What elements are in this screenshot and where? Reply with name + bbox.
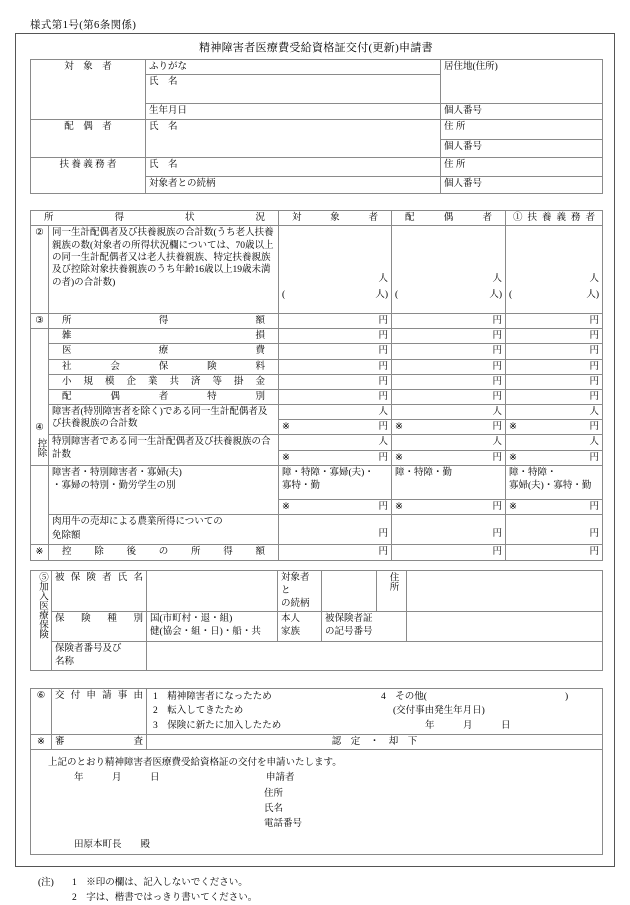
application-table [30, 688, 603, 855]
review-label: 審 査 [52, 734, 147, 749]
subject-name-field[interactable]: 氏 名 [146, 75, 441, 104]
table-row [31, 359, 603, 374]
deduction-label-small-business: 小 規 模 企 業 共 済 等 掛 金 [49, 374, 279, 389]
table-row [31, 465, 603, 499]
relation-label: 対象者と の続柄 [278, 571, 322, 612]
table-row [31, 344, 603, 359]
table-row [31, 612, 603, 642]
member-type-options[interactable]: 本人 家族 [278, 612, 322, 642]
spousespecial-supporter-field[interactable]: 円 [506, 389, 603, 404]
deduction-label-social-insurance: 社 会 保 険 料 [49, 359, 279, 374]
table-row [31, 211, 603, 226]
supporter-address-field[interactable]: 住 所 [441, 158, 603, 177]
cattle-subject-field[interactable]: 円 [279, 514, 392, 545]
category-supporter-amount[interactable]: ※ 円 [506, 499, 603, 514]
review-result[interactable]: 認 定 ・ 却 下 [147, 734, 603, 749]
signature-block [31, 749, 603, 854]
social-supporter-field[interactable]: 円 [506, 359, 603, 374]
reason-options[interactable] [147, 689, 603, 735]
supporter-relation-field[interactable]: 対象者との続柄 [146, 177, 441, 194]
category-subject-options[interactable]: 障・特障・寡婦(夫)・ 寡特・勤 [279, 465, 392, 499]
misc-subject-field[interactable]: 円 [279, 329, 392, 344]
income-row3-number: ③ [31, 314, 49, 329]
deduction-number-cell-lower [31, 465, 49, 545]
misc-spouse-field[interactable]: 円 [392, 329, 506, 344]
supporter-name-field[interactable]: 氏 名 [146, 158, 441, 177]
table-row [31, 405, 603, 420]
specialdisabled-subject-amount[interactable]: ※ 円 [279, 450, 392, 465]
category-spouse-options[interactable]: 障・特障・勤 [392, 465, 506, 499]
supporter-mynumber-field[interactable]: 個人番号 [441, 177, 603, 194]
disabled-supporter-count[interactable]: 人 [506, 405, 603, 420]
table-row [31, 120, 603, 140]
row2-subject-field[interactable]: 人 ( 人) [279, 226, 392, 314]
spouse-mynumber-field[interactable]: 個人番号 [441, 140, 603, 158]
card-number-label: 被保険者証 の記号番号 [322, 612, 407, 642]
income-section [30, 210, 602, 561]
deduction-label-misc: 雑 損 [49, 329, 279, 344]
specialdisabled-spouse-amount[interactable]: ※ 円 [392, 450, 506, 465]
subject-label: 対 象 者 [31, 60, 146, 120]
reason-item-3[interactable]: 3 保険に新たに加入したため [153, 720, 282, 731]
reason-item-1[interactable]: 1 精神障害者になったため [153, 692, 272, 702]
after-deduction-subject-field[interactable]: 円 [279, 545, 392, 560]
reason-number: ⑥ [31, 689, 52, 735]
specialdisabled-supporter-count[interactable]: 人 [506, 435, 603, 450]
table-row [31, 60, 603, 75]
applicant-address-label[interactable]: 住所 [264, 788, 284, 799]
social-spouse-field[interactable]: 円 [392, 359, 506, 374]
insurance-type-label: 保 険 種 別 [52, 612, 147, 642]
social-subject-field[interactable]: 円 [279, 359, 392, 374]
row3-subject-field[interactable]: 円 [279, 314, 392, 329]
insured-name-field[interactable] [147, 571, 278, 612]
income-header-subject: 対 象 者 [279, 211, 392, 226]
medical-supporter-field[interactable]: 円 [506, 344, 603, 359]
disabled-subject-amount[interactable]: ※ 円 [279, 420, 392, 435]
category-spouse-amount[interactable]: ※ 円 [392, 499, 506, 514]
applicant-name-label[interactable]: 氏名 [264, 804, 284, 815]
reason-item-4-close: ) [565, 692, 569, 702]
misc-supporter-field[interactable]: 円 [506, 329, 603, 344]
disabled-subject-count[interactable]: 人 [279, 405, 392, 420]
notes-block [38, 876, 257, 905]
spouse-label: 配 偶 者 [31, 120, 146, 158]
note-item-2: 2 字は、楷書ではっきり書いてください。 [72, 892, 258, 903]
income-table [30, 210, 603, 561]
table-row [31, 689, 603, 735]
insurance-table [30, 570, 603, 671]
income-header-supporter: ① 扶 養 義 務 者 [506, 211, 603, 226]
declaration-text: 上記のとおり精神障害者医療費受給資格証の交付を申請いたします。 [48, 757, 342, 768]
table-row [31, 226, 603, 314]
after-deduction-spouse-field[interactable]: 円 [392, 545, 506, 560]
reason-date-label: (交付事由発生年月日) [393, 706, 485, 717]
person-section [30, 36, 602, 194]
disabled-dependents-label: 障害者(特別障害者を除く)である同一生計配偶者及び扶養親族の合計数 [49, 405, 279, 435]
category-subject-amount[interactable]: ※ 円 [279, 499, 392, 514]
row3-supporter-field[interactable]: 円 [506, 314, 603, 329]
table-row [31, 158, 603, 177]
person-table [30, 59, 603, 194]
deduction-label-spouse-special: 配 偶 者 特 別 [49, 389, 279, 404]
form-number: 様式第1号(第6条関係) [30, 20, 137, 31]
smallbiz-spouse-field[interactable]: 円 [392, 374, 506, 389]
page-title: 精神障害者医療費受給資格証交付(更新)申請書 [199, 42, 433, 54]
table-row [31, 749, 603, 854]
cattle-label: 肉用牛の売却による農業所得についての 免除額 [49, 514, 279, 545]
spouse-address-field[interactable]: 住 所 [441, 120, 603, 140]
furigana-field[interactable]: ふりがな [146, 60, 441, 75]
disabled-supporter-amount[interactable]: ※ 円 [506, 420, 603, 435]
residence-field[interactable]: 居住地(住所) [441, 60, 603, 104]
smallbiz-subject-field[interactable]: 円 [279, 374, 392, 389]
reason-item-4[interactable]: 4 その他( [381, 692, 427, 702]
row3-spouse-field[interactable]: 円 [392, 314, 506, 329]
table-row [31, 642, 603, 671]
income-row2-label: 同一生計配偶者及び扶養親族の合計数(うち老人扶養親族の数(対象者の所得状況欄については、70歳以上の同一生計配偶者又は老人扶養親族、特定扶養親族及び控除対象扶養親族のうち年齢16歳以上19歳未満の者)の合計数) [49, 226, 279, 314]
income-row2-number: ② [31, 226, 49, 314]
reason-label: 交 付 申 請 事 由 [52, 689, 147, 735]
reason-date-fields[interactable]: 年 月 日 [425, 720, 511, 731]
table-row [31, 314, 603, 329]
subject-mynumber-field[interactable]: 個人番号 [441, 104, 603, 120]
application-date[interactable]: 年 月 日 [74, 773, 160, 784]
category-supporter-options[interactable]: 障・特障・ 寡婦(夫)・寡特・勤 [506, 465, 603, 499]
insurance-vertical-label: ⑤加入医療保険 [31, 571, 52, 671]
income-status-header: 所 得 状 況 [31, 211, 279, 226]
category-label: 障害者・特別障害者・寡婦(夫) ・寡婦の特別・勤労学生の別 [49, 465, 279, 514]
table-row [31, 389, 603, 404]
insurer-number-field[interactable] [147, 642, 603, 671]
supporter-label: 扶 養 義 務 者 [31, 158, 146, 194]
insurance-address-label: 住所 [377, 571, 407, 612]
spousespecial-spouse-field[interactable]: 円 [392, 389, 506, 404]
table-row [31, 514, 603, 545]
review-mark: ※ [31, 734, 52, 749]
table-row [31, 571, 603, 612]
applicant-phone-label[interactable]: 電話番号 [264, 819, 303, 830]
deduction-label-medical: 医 療 費 [49, 344, 279, 359]
specialdisabled-subject-count[interactable]: 人 [279, 435, 392, 450]
specialdisabled-supporter-amount[interactable]: ※ 円 [506, 450, 603, 465]
insurance-address-field[interactable] [407, 571, 603, 612]
note-item-1: 1 ※印の欄は、記入しないでください。 [72, 878, 248, 888]
cattle-spouse-field[interactable]: 円 [392, 514, 506, 545]
table-row [31, 374, 603, 389]
table-row [31, 329, 603, 344]
applicant-label: 申請者 [266, 773, 295, 784]
disabled-spouse-amount[interactable]: ※ 円 [392, 420, 506, 435]
table-row [31, 545, 603, 560]
row2-supporter-field[interactable]: 人 ( 人) [506, 226, 603, 314]
income-row3-label: 所 得 額 [49, 314, 279, 329]
deduction-number-cell: ④ 控除 [31, 329, 49, 465]
reason-item-2[interactable]: 2 転入してきたため [153, 706, 244, 717]
medical-subject-field[interactable]: 円 [279, 344, 392, 359]
specialdisabled-spouse-count[interactable]: 人 [392, 435, 506, 450]
addressee: 田原本町長 殿 [74, 839, 151, 850]
smallbiz-supporter-field[interactable]: 円 [506, 374, 603, 389]
after-deduction-label: 控 除 後 の 所 得 額 [49, 545, 279, 560]
table-row [31, 734, 603, 749]
card-number-field[interactable] [407, 612, 603, 642]
after-deduction-supporter-field[interactable]: 円 [506, 545, 603, 560]
insurer-number-label: 保険者番号及び 名称 [52, 642, 147, 671]
notes-label: (注) [38, 878, 54, 888]
insurance-section [30, 570, 602, 671]
medical-spouse-field[interactable]: 円 [392, 344, 506, 359]
insured-name-label: 被 保 険 者 氏 名 [52, 571, 147, 612]
cattle-supporter-field[interactable]: 円 [506, 514, 603, 545]
birthdate-field[interactable]: 生年月日 [146, 104, 441, 120]
application-section [30, 688, 602, 855]
row2-spouse-field[interactable]: 人 ( 人) [392, 226, 506, 314]
disabled-spouse-count[interactable]: 人 [392, 405, 506, 420]
table-row [31, 435, 603, 450]
after-deduction-mark: ※ [31, 545, 49, 560]
income-header-spouse: 配 偶 者 [392, 211, 506, 226]
form-outer-border [15, 33, 615, 903]
spousespecial-subject-field[interactable]: 円 [279, 389, 392, 404]
relation-field[interactable] [322, 571, 377, 612]
spouse-name-field[interactable]: 氏 名 [146, 120, 441, 158]
special-disabled-label: 特別障害者である同一生計配偶者及び扶養親族の合計数 [49, 435, 279, 465]
insurance-type-options[interactable]: 国(市町村・退・組) 健(協会・組・日)・船・共 [147, 612, 278, 642]
